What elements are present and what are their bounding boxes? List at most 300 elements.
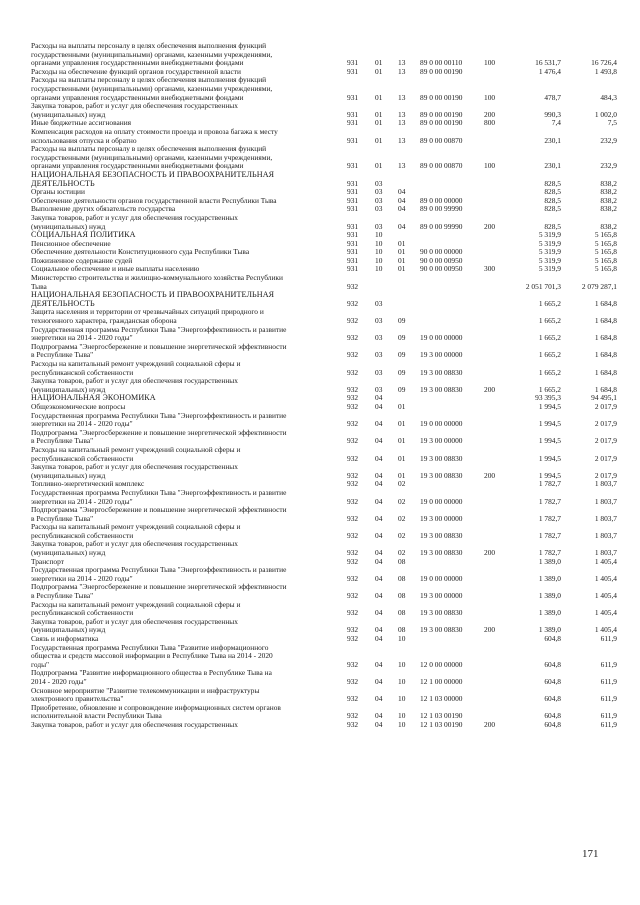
ministry-code: 931 bbox=[347, 187, 359, 197]
amount-year-2: 232,9 bbox=[600, 161, 617, 171]
ministry-code: 932 bbox=[347, 333, 359, 343]
subsection-code: 08 bbox=[398, 608, 406, 618]
row-name-line: Подпрограмма "Энергосбережение и повышение энергетической эффективности bbox=[31, 506, 287, 515]
target-article-code: 12 0 00 00000 bbox=[420, 659, 463, 669]
subsection-code: 01 bbox=[398, 401, 406, 411]
subsection-code: 01 bbox=[398, 255, 406, 265]
target-article-code: 12 1 03 00190 bbox=[420, 711, 463, 721]
subsection-code: 02 bbox=[398, 548, 406, 558]
row-name-line: Расходы на обеспечение функций органов государственной власти bbox=[31, 67, 241, 76]
row-name-line: Пенсионное обеспечение bbox=[31, 239, 111, 248]
row-name-line: энергетики на 2014 - 2020 годы" bbox=[31, 496, 133, 506]
table-row bbox=[0, 102, 640, 119]
row-name bbox=[31, 540, 341, 557]
subsection-code: 13 bbox=[398, 118, 406, 128]
amount-year-2: 94 495,1 bbox=[591, 393, 617, 403]
amount-year-2: 611,9 bbox=[600, 634, 617, 644]
section-code: 01 bbox=[375, 135, 383, 145]
amount-year-2: 1 684,8 bbox=[594, 367, 617, 377]
row-name-line: ДЕЯТЕЛЬНОСТЬ bbox=[31, 298, 95, 308]
row-name-line: Тыва bbox=[31, 281, 47, 291]
table-row bbox=[0, 489, 640, 506]
target-article-code: 19 0 00 00000 bbox=[420, 573, 463, 583]
amount-year-2: 1 684,8 bbox=[594, 333, 617, 343]
section-code: 03 bbox=[375, 316, 383, 326]
row-name bbox=[31, 566, 341, 583]
section-code: 03 bbox=[375, 178, 383, 188]
ministry-code: 932 bbox=[347, 719, 359, 729]
ministry-code: 931 bbox=[347, 118, 359, 128]
row-name-line: Приобретение, обновление и сопровождение информационных систем органов bbox=[31, 703, 281, 712]
row-name-line: Расходы на капитальный ремонт учреждений социальной сферы и bbox=[31, 445, 241, 454]
amount-year-2: 1 803,7 bbox=[594, 548, 617, 558]
section-code: 01 bbox=[375, 109, 383, 119]
ministry-code: 932 bbox=[347, 548, 359, 558]
section-code: 10 bbox=[375, 230, 383, 240]
amount-year-2: 1 684,8 bbox=[594, 316, 617, 326]
amount-year-1: 1 782,7 bbox=[538, 513, 561, 523]
row-name-line: энергетики на 2014 - 2020 годы" bbox=[31, 333, 133, 343]
target-article-code: 89 0 00 00190 bbox=[420, 118, 463, 128]
ministry-code: 932 bbox=[347, 367, 359, 377]
section-code: 04 bbox=[375, 401, 383, 411]
amount-year-1: 93 395,3 bbox=[535, 393, 561, 403]
ministry-code: 931 bbox=[347, 92, 359, 102]
row-name-line: НАЦИОНАЛЬНАЯ БЕЗОПАСНОСТЬ И ПРАВООХРАНИТЕЛЬНАЯ bbox=[31, 291, 275, 300]
ministry-code: 932 bbox=[347, 384, 359, 394]
amount-year-2: 1 803,7 bbox=[594, 479, 617, 489]
row-name bbox=[31, 523, 341, 540]
section-code: 04 bbox=[375, 711, 383, 721]
subsection-code: 13 bbox=[398, 92, 406, 102]
subsection-code: 13 bbox=[398, 135, 406, 145]
amount-year-1: 604,8 bbox=[544, 677, 561, 686]
table-row bbox=[0, 377, 640, 394]
row-name-line: Закупка товаров, работ и услуг для обеспечения государственных bbox=[31, 463, 238, 472]
section-code: 03 bbox=[375, 195, 383, 205]
table-row bbox=[0, 214, 640, 231]
ministry-code: 932 bbox=[347, 496, 359, 506]
ministry-code: 931 bbox=[347, 58, 359, 68]
amount-year-1: 230,1 bbox=[544, 161, 561, 171]
row-name-line: Защита населения и территории от чрезвычайных ситуаций природного и bbox=[31, 308, 264, 317]
row-name bbox=[31, 128, 341, 145]
ministry-code: 932 bbox=[347, 591, 359, 601]
amount-year-2: 1 803,7 bbox=[594, 513, 617, 523]
amount-year-2: 611,9 bbox=[600, 659, 617, 669]
amount-year-1: 990,3 bbox=[544, 109, 561, 119]
target-article-code: 90 0 00 00000 bbox=[420, 247, 463, 257]
amount-year-2: 16 726,4 bbox=[591, 58, 617, 68]
row-name-line: Компенсация расходов на оплату стоимости проезда и провоза багажа к месту bbox=[31, 127, 278, 136]
amount-year-2: 2 017,9 bbox=[594, 401, 617, 411]
section-code: 04 bbox=[375, 548, 383, 558]
ministry-code: 931 bbox=[347, 66, 359, 76]
row-name-line: Закупка товаров, работ и услуг для обеспечения государственных bbox=[31, 213, 238, 222]
amount-year-2: 2 017,9 bbox=[594, 436, 617, 446]
row-name bbox=[31, 635, 341, 644]
table-row bbox=[0, 171, 640, 188]
row-name-line: Расходы на выплаты персоналу в целях обеспечения выполнения функций bbox=[31, 145, 267, 154]
target-article-code: 19 3 00 08830 bbox=[420, 384, 463, 394]
subsection-code: 01 bbox=[398, 238, 406, 248]
row-name-line: Расходы на капитальный ремонт учреждений социальной сферы и bbox=[31, 600, 241, 609]
row-name-line: годы" bbox=[31, 659, 50, 669]
target-article-code: 19 3 00 00000 bbox=[420, 513, 463, 523]
expense-type-code: 200 bbox=[484, 548, 496, 558]
amount-year-1: 1 389,0 bbox=[538, 573, 561, 583]
row-name bbox=[31, 412, 341, 429]
target-article-code: 19 3 00 08830 bbox=[420, 453, 463, 463]
row-name-line: в Республике Тыва" bbox=[31, 436, 94, 446]
table-row bbox=[0, 540, 640, 557]
row-name bbox=[31, 558, 341, 567]
table-row bbox=[0, 687, 640, 704]
ministry-code: 931 bbox=[347, 178, 359, 188]
amount-year-2: 1 803,7 bbox=[594, 496, 617, 506]
ministry-code: 932 bbox=[347, 350, 359, 360]
row-name bbox=[31, 403, 341, 412]
table-row bbox=[0, 76, 640, 102]
subsection-code: 04 bbox=[398, 204, 406, 214]
table-row bbox=[0, 68, 640, 77]
table-row bbox=[0, 42, 640, 68]
row-name bbox=[31, 343, 341, 360]
row-name-line: в Республике Тыва" bbox=[31, 350, 94, 360]
section-code: 04 bbox=[375, 419, 383, 429]
row-name-line: Государственная программа Республики Тыва "Энергоэффективность и развитие bbox=[31, 566, 287, 575]
amount-year-2: 5 165,8 bbox=[594, 238, 617, 248]
table-row bbox=[0, 704, 640, 721]
table-row bbox=[0, 291, 640, 308]
section-code: 04 bbox=[375, 694, 383, 704]
amount-year-1: 1 665,2 bbox=[538, 333, 561, 343]
row-name bbox=[31, 42, 341, 68]
subsection-code: 04 bbox=[398, 195, 406, 205]
row-name-line: государственными (муниципальными) органами, казенными учреждениями, bbox=[31, 49, 273, 59]
ministry-code: 932 bbox=[347, 316, 359, 326]
target-article-code: 19 0 00 00000 bbox=[420, 419, 463, 429]
target-article-code: 19 3 00 08830 bbox=[420, 530, 463, 540]
row-name-line: Общеэкономические вопросы bbox=[31, 402, 126, 411]
row-name-line: НАЦИОНАЛЬНАЯ ЭКОНОМИКА bbox=[31, 394, 156, 403]
row-name bbox=[31, 429, 341, 446]
row-name bbox=[31, 188, 341, 197]
amount-year-2: 5 165,8 bbox=[594, 247, 617, 257]
row-name-line: (муниципальных) нужд bbox=[31, 384, 106, 394]
row-name-line: Подпрограмма "Энергосбережение и повышение энергетической эффективности bbox=[31, 342, 287, 351]
row-name bbox=[31, 265, 341, 274]
section-code: 10 bbox=[375, 238, 383, 248]
row-name bbox=[31, 274, 341, 291]
subsection-code: 10 bbox=[398, 659, 406, 669]
target-article-code: 89 0 00 99990 bbox=[420, 221, 463, 231]
amount-year-2: 611,9 bbox=[600, 694, 617, 704]
subsection-code: 10 bbox=[398, 711, 406, 721]
target-article-code: 19 0 00 00000 bbox=[420, 496, 463, 506]
row-name bbox=[31, 601, 341, 618]
amount-year-1: 604,8 bbox=[544, 711, 561, 721]
subsection-code: 04 bbox=[398, 221, 406, 231]
ministry-code: 932 bbox=[347, 281, 359, 291]
amount-year-2: 838,2 bbox=[600, 178, 617, 188]
section-code: 04 bbox=[375, 479, 383, 489]
row-name bbox=[31, 326, 341, 343]
ministry-code: 932 bbox=[347, 608, 359, 618]
row-name bbox=[31, 145, 341, 171]
section-code: 01 bbox=[375, 161, 383, 171]
ministry-code: 932 bbox=[347, 470, 359, 480]
expense-type-code: 200 bbox=[484, 109, 496, 119]
section-code: 04 bbox=[375, 453, 383, 463]
section-code: 04 bbox=[375, 513, 383, 523]
row-name-line: Государственная программа Республики Тыва "Энергоэффективность и развитие bbox=[31, 325, 287, 334]
amount-year-2: 611,9 bbox=[600, 711, 617, 721]
table-row bbox=[0, 463, 640, 480]
section-code: 04 bbox=[375, 470, 383, 480]
row-name-line: СОЦИАЛЬНАЯ ПОЛИТИКА bbox=[31, 231, 136, 240]
subsection-code: 01 bbox=[398, 264, 406, 274]
row-name bbox=[31, 171, 341, 188]
section-code: 01 bbox=[375, 118, 383, 128]
ministry-code: 931 bbox=[347, 247, 359, 257]
amount-year-1: 604,8 bbox=[544, 634, 561, 644]
row-name-line: Связь и информатика bbox=[31, 635, 99, 644]
row-name-line: органами управления государственными внебюджетными фондами bbox=[31, 161, 244, 171]
amount-year-2: 1 405,4 bbox=[594, 573, 617, 583]
row-name bbox=[31, 721, 341, 730]
section-code: 03 bbox=[375, 367, 383, 377]
ministry-code: 932 bbox=[347, 530, 359, 540]
subsection-code: 08 bbox=[398, 625, 406, 635]
table-row bbox=[0, 446, 640, 463]
table-row bbox=[0, 566, 640, 583]
subsection-code: 01 bbox=[398, 470, 406, 480]
amount-year-1: 604,8 bbox=[544, 694, 561, 704]
amount-year-1: 1 782,7 bbox=[538, 548, 561, 558]
table-row bbox=[0, 618, 640, 635]
table-row bbox=[0, 205, 640, 214]
target-article-code: 19 3 00 00000 bbox=[420, 591, 463, 601]
ministry-code: 932 bbox=[347, 436, 359, 446]
ministry-code: 932 bbox=[347, 573, 359, 583]
row-name bbox=[31, 687, 341, 704]
ministry-code: 931 bbox=[347, 221, 359, 231]
row-name-line: республиканской собственности bbox=[31, 367, 134, 377]
row-name-line: ДЕЯТЕЛЬНОСТЬ bbox=[31, 178, 95, 188]
ministry-code: 932 bbox=[347, 479, 359, 489]
row-name bbox=[31, 68, 341, 77]
subsection-code: 02 bbox=[398, 530, 406, 540]
ministry-code: 931 bbox=[347, 255, 359, 265]
ministry-code: 931 bbox=[347, 264, 359, 274]
section-code: 01 bbox=[375, 66, 383, 76]
row-name-line: Расходы на выплаты персоналу в целях обеспечения выполнения функций bbox=[31, 42, 267, 50]
subsection-code: 13 bbox=[398, 109, 406, 119]
table-row bbox=[0, 601, 640, 618]
amount-year-1: 478,7 bbox=[544, 92, 561, 102]
row-name bbox=[31, 291, 341, 308]
row-name-line: республиканской собственности bbox=[31, 530, 134, 540]
ministry-code: 932 bbox=[347, 634, 359, 644]
row-name-line: общества и средств массовой информации в Республике Тыва на 2014 - 2020 bbox=[31, 651, 273, 661]
section-code: 04 bbox=[375, 608, 383, 618]
budget-table bbox=[0, 42, 640, 730]
expense-type-code: 200 bbox=[484, 221, 496, 231]
expense-type-code: 100 bbox=[484, 161, 496, 171]
row-name bbox=[31, 76, 341, 102]
row-name-line: Государственная программа Республики Тыва "Энергоэффективность и развитие bbox=[31, 488, 287, 497]
target-article-code: 12 1 03 00000 bbox=[420, 694, 463, 704]
target-article-code: 19 3 00 08830 bbox=[420, 470, 463, 480]
amount-year-1: 828,5 bbox=[544, 221, 561, 231]
row-name bbox=[31, 489, 341, 506]
row-name-line: 2014 - 2020 годы" bbox=[31, 677, 87, 686]
subsection-code: 09 bbox=[398, 384, 406, 394]
amount-year-2: 838,2 bbox=[600, 195, 617, 205]
amount-year-2: 5 165,8 bbox=[594, 264, 617, 274]
amount-year-1: 1 782,7 bbox=[538, 479, 561, 489]
amount-year-2: 2 017,9 bbox=[594, 419, 617, 429]
section-code: 03 bbox=[375, 187, 383, 197]
target-article-code: 12 1 00 00000 bbox=[420, 677, 463, 686]
section-code: 04 bbox=[375, 677, 383, 686]
table-row bbox=[0, 558, 640, 567]
table-row bbox=[0, 119, 640, 128]
amount-year-2: 1 002,0 bbox=[594, 109, 617, 119]
row-name-line: Обеспечение деятельности органов государственной власти Республики Тыва bbox=[31, 196, 277, 205]
subsection-code: 01 bbox=[398, 436, 406, 446]
target-article-code: 89 0 00 00190 bbox=[420, 92, 463, 102]
amount-year-1: 1 994,5 bbox=[538, 436, 561, 446]
amount-year-2: 1 684,8 bbox=[594, 384, 617, 394]
row-name bbox=[31, 308, 341, 325]
section-code: 01 bbox=[375, 58, 383, 68]
target-article-code: 89 0 00 00110 bbox=[420, 58, 463, 68]
section-code: 01 bbox=[375, 92, 383, 102]
row-name-line: электронного правительства" bbox=[31, 694, 124, 704]
ministry-code: 932 bbox=[347, 401, 359, 411]
expense-type-code: 200 bbox=[484, 625, 496, 635]
subsection-code: 02 bbox=[398, 496, 406, 506]
ministry-code: 931 bbox=[347, 204, 359, 214]
row-name-line: Подпрограмма "Развитие информационного общества в Республике Тыва на bbox=[31, 669, 272, 678]
amount-year-1: 5 319,9 bbox=[538, 230, 561, 240]
row-name bbox=[31, 197, 341, 206]
target-article-code: 19 3 00 00000 bbox=[420, 436, 463, 446]
section-code: 10 bbox=[375, 255, 383, 265]
row-name-line: Выполнение других обязательств государства bbox=[31, 205, 176, 214]
ministry-code: 931 bbox=[347, 109, 359, 119]
section-code: 03 bbox=[375, 350, 383, 360]
row-name-line: (муниципальных) нужд bbox=[31, 109, 106, 119]
subsection-code: 08 bbox=[398, 556, 406, 566]
amount-year-2: 1 405,4 bbox=[594, 608, 617, 618]
amount-year-2: 611,9 bbox=[600, 677, 617, 686]
target-article-code: 19 3 00 08830 bbox=[420, 625, 463, 635]
amount-year-1: 5 319,9 bbox=[538, 264, 561, 274]
amount-year-1: 1 389,0 bbox=[538, 591, 561, 601]
table-row bbox=[0, 506, 640, 523]
section-code: 03 bbox=[375, 384, 383, 394]
row-name bbox=[31, 102, 341, 119]
row-name-line: Расходы на выплаты персоналу в целях обеспечения выполнения функций bbox=[31, 76, 267, 85]
amount-year-2: 1 405,4 bbox=[594, 591, 617, 601]
target-article-code: 90 0 00 00950 bbox=[420, 255, 463, 265]
row-name-line: в Республике Тыва" bbox=[31, 513, 94, 523]
amount-year-1: 1 665,2 bbox=[538, 350, 561, 360]
amount-year-2: 838,2 bbox=[600, 221, 617, 231]
target-article-code: 19 3 00 08830 bbox=[420, 367, 463, 377]
subsection-code: 08 bbox=[398, 591, 406, 601]
ministry-code: 932 bbox=[347, 393, 359, 403]
row-name-line: Органы юстиции bbox=[31, 188, 85, 197]
section-code: 04 bbox=[375, 556, 383, 566]
amount-year-2: 1 405,4 bbox=[594, 556, 617, 566]
amount-year-2: 1 684,8 bbox=[594, 298, 617, 308]
ministry-code: 932 bbox=[347, 453, 359, 463]
row-name bbox=[31, 446, 341, 463]
section-code: 04 bbox=[375, 719, 383, 729]
row-name bbox=[31, 214, 341, 231]
amount-year-2: 5 165,8 bbox=[594, 230, 617, 240]
expense-type-code: 200 bbox=[484, 719, 496, 729]
expense-type-code: 300 bbox=[484, 264, 496, 274]
row-name-line: Подпрограмма "Энергосбережение и повышение энергетической эффективности bbox=[31, 428, 287, 437]
subsection-code: 09 bbox=[398, 367, 406, 377]
row-name bbox=[31, 583, 341, 600]
subsection-code: 08 bbox=[398, 573, 406, 583]
ministry-code: 931 bbox=[347, 238, 359, 248]
row-name-line: Топливно-энергетический комплекс bbox=[31, 480, 145, 489]
ministry-code: 931 bbox=[347, 230, 359, 240]
row-name-line: государственными (муниципальными) органами, казенными учреждениями, bbox=[31, 83, 273, 93]
ministry-code: 932 bbox=[347, 513, 359, 523]
section-code: 04 bbox=[375, 634, 383, 644]
row-name-line: Транспорт bbox=[31, 557, 64, 566]
row-name-line: республиканской собственности bbox=[31, 608, 134, 618]
ministry-code: 931 bbox=[347, 195, 359, 205]
amount-year-1: 7,4 bbox=[551, 118, 561, 128]
amount-year-2: 838,2 bbox=[600, 187, 617, 197]
subsection-code: 09 bbox=[398, 350, 406, 360]
table-row bbox=[0, 128, 640, 145]
row-name bbox=[31, 394, 341, 403]
row-name-line: Закупка товаров, работ и услуг для обеспечения государственных bbox=[31, 377, 238, 386]
row-name-line: Государственная программа Республики Тыва "Энергоэффективность и развитие bbox=[31, 411, 287, 420]
target-article-code: 89 0 00 00190 bbox=[420, 66, 463, 76]
amount-year-1: 1 994,5 bbox=[538, 453, 561, 463]
row-name-line: использования отпуска и обратно bbox=[31, 135, 137, 145]
amount-year-1: 230,1 bbox=[544, 135, 561, 145]
target-article-code: 12 1 03 00190 bbox=[420, 719, 463, 729]
subsection-code: 01 bbox=[398, 419, 406, 429]
amount-year-1: 16 531,7 bbox=[535, 58, 561, 68]
target-article-code: 89 0 00 00190 bbox=[420, 109, 463, 119]
row-name-line: Закупка товаров, работ и услуг для обеспечения государственных bbox=[31, 617, 238, 626]
table-row bbox=[0, 429, 640, 446]
ministry-code: 931 bbox=[347, 135, 359, 145]
expense-type-code: 100 bbox=[484, 58, 496, 68]
row-name bbox=[31, 257, 341, 266]
amount-year-1: 1 389,0 bbox=[538, 625, 561, 635]
amount-year-2: 484,3 bbox=[600, 92, 617, 102]
ministry-code: 932 bbox=[347, 659, 359, 669]
row-name bbox=[31, 618, 341, 635]
row-name bbox=[31, 119, 341, 128]
section-code: 03 bbox=[375, 204, 383, 214]
row-name bbox=[31, 377, 341, 394]
